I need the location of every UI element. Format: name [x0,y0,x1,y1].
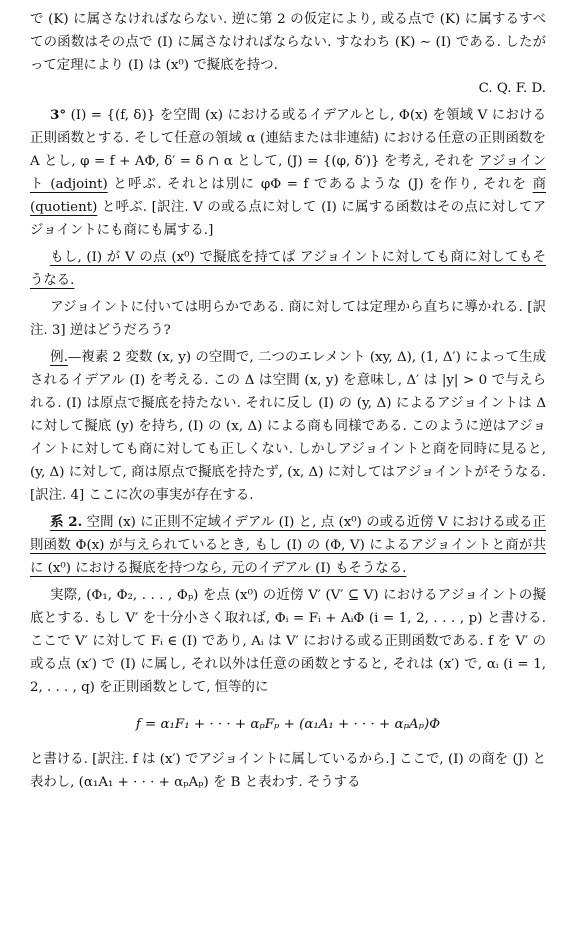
paragraph-proof-continued: と書ける. [訳注. f は (x′) でアジョイントに属しているから.] ここで, (I) の商を (J) と表わし, (α₁A₁ + · · · + αₚAₚ) を B と表わす. そうする [30,752,546,790]
corollary-text: 空間 (x) に正則不定域イデアル (I) と, 点 (x⁰) の或る近傍 V における或る正則函数 Φ(x) が与えられているとき, もし (I) の (Φ, V) によるアジョイントと商が共に (x⁰) における擬底を持つなら, 元のイデアル (I) もそうなる. [30,515,546,576]
example-label: 例. [50,350,68,365]
section-number: 3° [50,107,67,123]
paragraph-continuation: で (K) に属さなければならない. 逆に第 2 の仮定により, 或る点で (K) に属するすべての函数はその点で (I) に属さなければならない. すなわち (K) ∼ (I) である. したがって定理により (I) は (x⁰) で擬底を持つ. [30,12,546,73]
corollary-statement [30,511,546,580]
paragraph-proof-remark: アジョイントに付いては明らかである. 商に対しては定理から直ちに導かれる. [訳注. 3] 逆はどうだろう? [30,300,546,338]
term-adjoint: アジョイント (adjoint) [30,154,546,192]
paragraph-definition [30,104,546,242]
definition-text-b: と呼ぶ. それとは別に φΦ = f であるような (J) を作り, それを [107,177,533,192]
example-text: —複素 2 変数 (x, y) の空間で, 二つのエレメント (xy, Δ), (1, Δ′) によって生成されるイデアル (I) を考える. この Δ は空間 (x, y) を意味し, Δ′ は |y| > 0 で与えられる. (I) は原点で擬底を持たない. それに反し (I) の (y, Δ) によるアジョイントは Δ に対して擬底 (y) を持ち, (I) の (x, Δ) による商も同様である. このように逆はアジョイントに対しても商に対しても正しくない. しかしアジョイントと商を同時に見ると, (y, Δ) に対して, 商は原点で擬底を持たず, (x, Δ) に対してはアジョイントがそうなる. [訳注. 4] ここに次の事実が存在する. [30,350,546,503]
qed-mark: C. Q. F. D. [478,81,546,96]
corollary-label: 系 2. [50,514,83,530]
paragraph-example [30,346,546,507]
definition-text-c: と呼ぶ. [訳注. V の或る点に対して (I) に属する函数はその点に対してアジョイントにも商にも属する.] [30,200,546,238]
display-formula: f = α₁F₁ + · · · + αₚFₚ + (α₁A₁ + · · · + αₚAₚ)Φ [135,717,441,732]
proposition-statement: もし, (I) が V の点 (x⁰) で擬底を持てば アジョイントに対しても商に対してもそうなる. [30,250,546,288]
definition-text-a: (I) = {(f, δ)} を空間 (x) における或るイデアルとし, Φ(x) を領域 V における正則函数とする. そして任意の領域 α (連結または非連結) における任意の正則函数を A とし, φ = f + AΦ, δ′ = δ ∩ α として, (J) = {(φ, δ′)} を考え, それを [30,108,546,169]
paragraph-proof: 実際, (Φ₁, Φ₂, . . . , Φₚ) を点 (x⁰) の近傍 V′ (V′ ⊆ V) におけるアジョイントの擬底とする. もし V′ を十分小さく取れば, Φᵢ = Fᵢ + AᵢΦ (i = 1, 2, . . . , p) と書ける. ここで V′ に対して Fᵢ ∈ (I) であり, Aᵢ は V′ における或る正則函数である. f を V′ の或る点 (x′) で (I) に属し, それ以外は任意の函数とすると, それは (x′) で, αᵢ (i = 1, 2, . . . , q) を正則函数として, 恒等的に [30,588,546,695]
term-quotient: 商 (quotient) [30,177,546,215]
